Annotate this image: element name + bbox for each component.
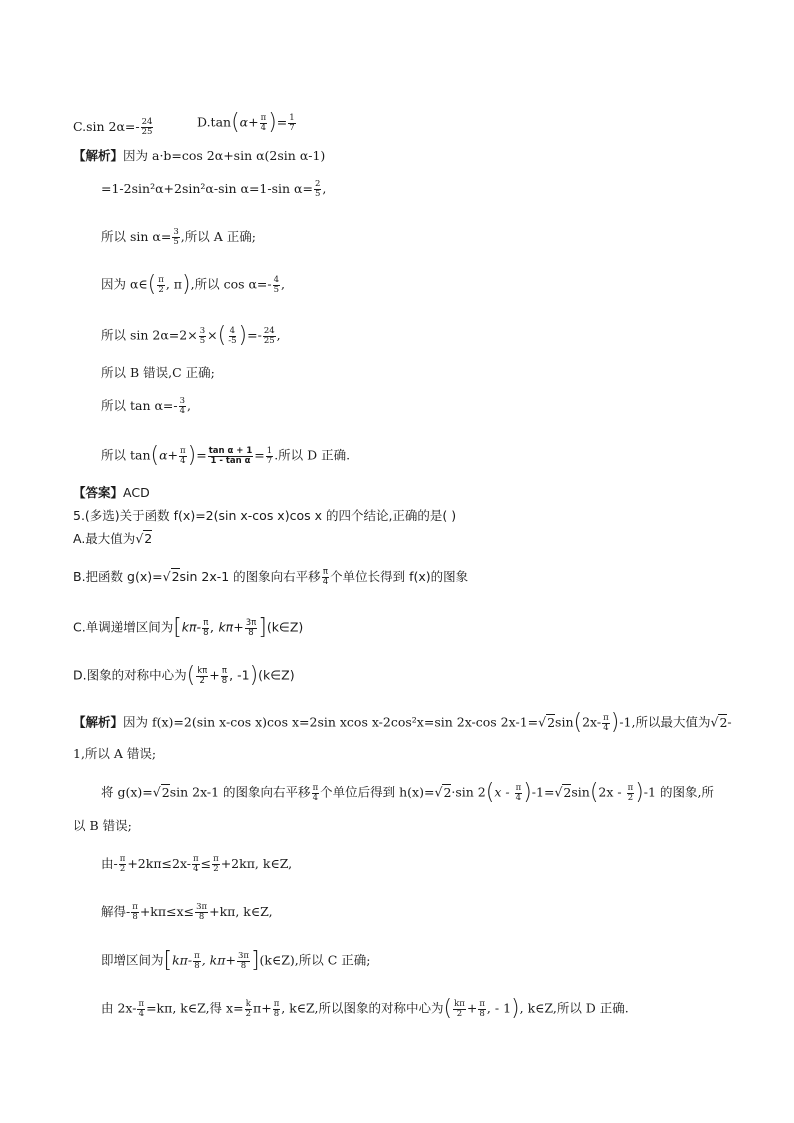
solution-2-line-5: 由- $\frac{\pi}{2}$ +2kπ≤2x- $\frac{\pi}{4}$ ≤ $\frac{\pi}{2}$ +2kπ, k∈Z, — [101, 854, 293, 874]
answer-1: 【答案】ACD — [73, 485, 150, 500]
solution-1-line-1: 【解析】因为 a·b=cos 2α+sin α(2sin α-1) — [73, 148, 326, 163]
solution-1-line-5: 所以 sin 2α=2× $\frac{3}{5}$ ×( $\frac{4}{-5}$ )=- $\frac{24}{25}$ , — [101, 323, 281, 348]
solution-1-line-6: 所以 B 错误,C 正确; — [101, 365, 215, 380]
solution-2-line-2: 1,所以 A 错误; — [73, 746, 157, 761]
solution-2-line-4: 以 B 错误; — [73, 818, 132, 833]
solution-1-line-8: 所以 tan(α+ $\frac{\pi}{4}$ )= $\frac{\text{tan α + 1}}{\text{1 - tan α}}$ = $\frac{1}{7}$ .所以 D 正确. — [101, 443, 351, 468]
solution-1-line-4: 因为 α∈( $\frac{\pi}{2}$ , π),所以 cos α=- $\frac{4}{5}$ , — [101, 272, 286, 297]
question-5-option-b: B.把函数 g(x)=√2sin 2x-1 的图象向右平移 $\frac{\pi}{4}$ 个单位长得到 f(x)的图象 — [73, 567, 469, 587]
solution-1-line-3: 所以 sin α= $\frac{3}{5}$ ,所以 A 正确; — [101, 227, 256, 247]
solution-2-line-8: 由 2x- $\frac{\pi}{4}$ =kπ, k∈Z,得 x= $\frac{k}{2}$ π+ $\frac{\pi}{8}$ , k∈Z,所以图象的对称中心为( $\frac{k\pi}{2}$ + $\frac{\pi}{8}$ , - 1), k∈Z,所以 D 正确. — [101, 996, 629, 1021]
solution-1-line-7: 所以 tan α=- $\frac{3}{4}$ , — [101, 396, 192, 416]
question-5-option-c: C.单调递增区间为[kπ- $\frac{\pi}{8}$ , kπ+ $\frac{3\pi}{8}$ ](k∈Z) — [73, 615, 304, 640]
question-5-stem: 5.(多选)关于函数 f(x)=2(sin x-cos x)cos x 的四个结论,正确的是( ) — [73, 508, 457, 523]
solution-2-line-7: 即增区间为[kπ- $\frac{\pi}{8}$ , kπ+ $\frac{3\pi}{8}$ ](k∈Z),所以 C 正确; — [101, 948, 371, 973]
question-5-option-d: D.图象的对称中心为( $\frac{k\pi}{2}$ + $\frac{\pi}{8}$ , -1)(k∈Z) — [73, 663, 295, 688]
solution-2-line-3: 将 g(x)=√2sin 2x-1 的图象向右平移 $\frac{\pi}{4}$ 个单位后得到 h(x)=√2·sin 2(x - $\frac{\pi}{4}$ )-1=√2sin(2x - $\frac{\pi}{2}$ )-1 的图象,所 — [101, 780, 714, 805]
option-c-prev: C.sin 2α=- $\frac{24}{25}$ — [73, 117, 153, 137]
question-5-option-a: A.最大值为√2 — [73, 531, 153, 546]
solution-2-line-6: 解得- $\frac{\pi}{8}$ +kπ≤x≤ $\frac{3\pi}{8}$ +kπ, k∈Z, — [101, 902, 273, 922]
solution-2-line-1: 【解析】因为 f(x)=2(sin x-cos x)cos x=2sin xcos x-2cos²x=sin 2x-cos 2x-1=√2sin(2x- $\frac{\pi}{4}$ )-1,所以最大值为√2- — [73, 710, 732, 735]
solution-1-line-2: =1-2sin²α+2sin²α-sin α=1-sin α= $\frac{2}{5}$ , — [101, 179, 327, 199]
option-d-prev: D.tan(α+ $\frac{\pi}{4}$ )= $\frac{1}{7}$ — [197, 110, 295, 135]
